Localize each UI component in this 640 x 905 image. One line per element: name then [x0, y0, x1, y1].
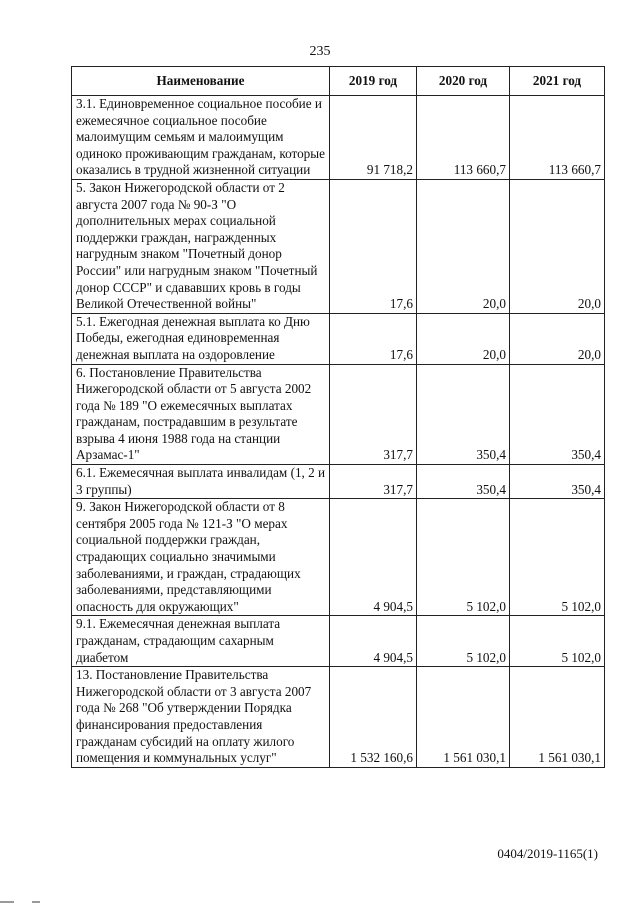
document-code: 0404/2019-1165(1) [497, 846, 598, 861]
header-2019: 2019 год [330, 67, 417, 96]
budget-table [71, 66, 605, 768]
table-row [72, 667, 605, 768]
row-2019-value: 317,7 [330, 364, 417, 465]
scan-edge-mark [0, 901, 14, 903]
row-name: 13. Постановление Правительства Нижегородской области от 3 августа 2007 года № 268 "Об утверждении Порядка финансирования предоставления гражданам субсидий на оплату жилого помещения и коммунальных услуг" [72, 667, 330, 768]
row-2020-value: 5 102,0 [417, 616, 510, 667]
row-2020-value: 350,4 [417, 364, 510, 465]
table-row [72, 179, 605, 313]
page-number: 235 [309, 44, 331, 59]
row-2021-value: 5 102,0 [510, 616, 605, 667]
row-2019-value: 17,6 [330, 179, 417, 313]
row-name: 5.1. Ежегодная денежная выплата ко Дню Победы, ежегодная единовременная денежная выплата на оздоровление [72, 313, 330, 364]
row-2021-value: 113 660,7 [510, 96, 605, 180]
row-2019-value: 317,7 [330, 465, 417, 499]
row-name: 6.1. Ежемесячная выплата инвалидам (1, 2 и 3 группы) [72, 465, 330, 499]
row-2021-value: 5 102,0 [510, 499, 605, 616]
header-2020: 2020 год [417, 67, 510, 96]
row-2021-value: 350,4 [510, 465, 605, 499]
table-header-row [72, 67, 605, 96]
row-2019-value: 91 718,2 [330, 96, 417, 180]
table-row [72, 499, 605, 616]
row-2019-value: 1 532 160,6 [330, 667, 417, 768]
table-row [72, 313, 605, 364]
row-2019-value: 4 904,5 [330, 499, 417, 616]
row-2021-value: 20,0 [510, 179, 605, 313]
table-row [72, 96, 605, 180]
row-2020-value: 350,4 [417, 465, 510, 499]
row-name: 5. Закон Нижегородской области от 2 августа 2007 года № 90-З "О дополнительных мерах социальной поддержки граждан, награжденных нагрудным знаком "Почетный донор России" или нагрудным знаком "Почетный донор СССР" и сдававших кровь в годы Великой Отечественной войны" [72, 179, 330, 313]
row-2020-value: 1 561 030,1 [417, 667, 510, 768]
row-2020-value: 20,0 [417, 179, 510, 313]
row-2021-value: 350,4 [510, 364, 605, 465]
scan-edge-mark [32, 901, 40, 903]
row-name: 6. Постановление Правительства Нижегородской области от 5 августа 2002 года № 189 "О ежемесячных выплатах гражданам, пострадавшим в результате взрыва 4 июня 1988 года на станции Арзамас-1" [72, 364, 330, 465]
row-2020-value: 113 660,7 [417, 96, 510, 180]
row-name: 9. Закон Нижегородской области от 8 сентября 2005 года № 121-З "О мерах социальной поддержки граждан, страдающих социально значимыми заболеваниями, и граждан, страдающих заболеваниями, представляющими опасность для окружающих" [72, 499, 330, 616]
table-row [72, 616, 605, 667]
header-2021: 2021 год [510, 67, 605, 96]
row-2021-value: 20,0 [510, 313, 605, 364]
row-name: 9.1. Ежемесячная денежная выплата гражданам, страдающим сахарным диабетом [72, 616, 330, 667]
row-2020-value: 5 102,0 [417, 499, 510, 616]
row-name: 3.1. Единовременное социальное пособие и ежемесячное социальное пособие малоимущим семьям и малоимущим одиноко проживающим гражданам, которые оказались в трудной жизненной ситуации [72, 96, 330, 180]
table-row [72, 465, 605, 499]
table-row [72, 364, 605, 465]
row-2019-value: 4 904,5 [330, 616, 417, 667]
row-2020-value: 20,0 [417, 313, 510, 364]
row-2021-value: 1 561 030,1 [510, 667, 605, 768]
row-2019-value: 17,6 [330, 313, 417, 364]
header-name: Наименование [72, 67, 330, 96]
